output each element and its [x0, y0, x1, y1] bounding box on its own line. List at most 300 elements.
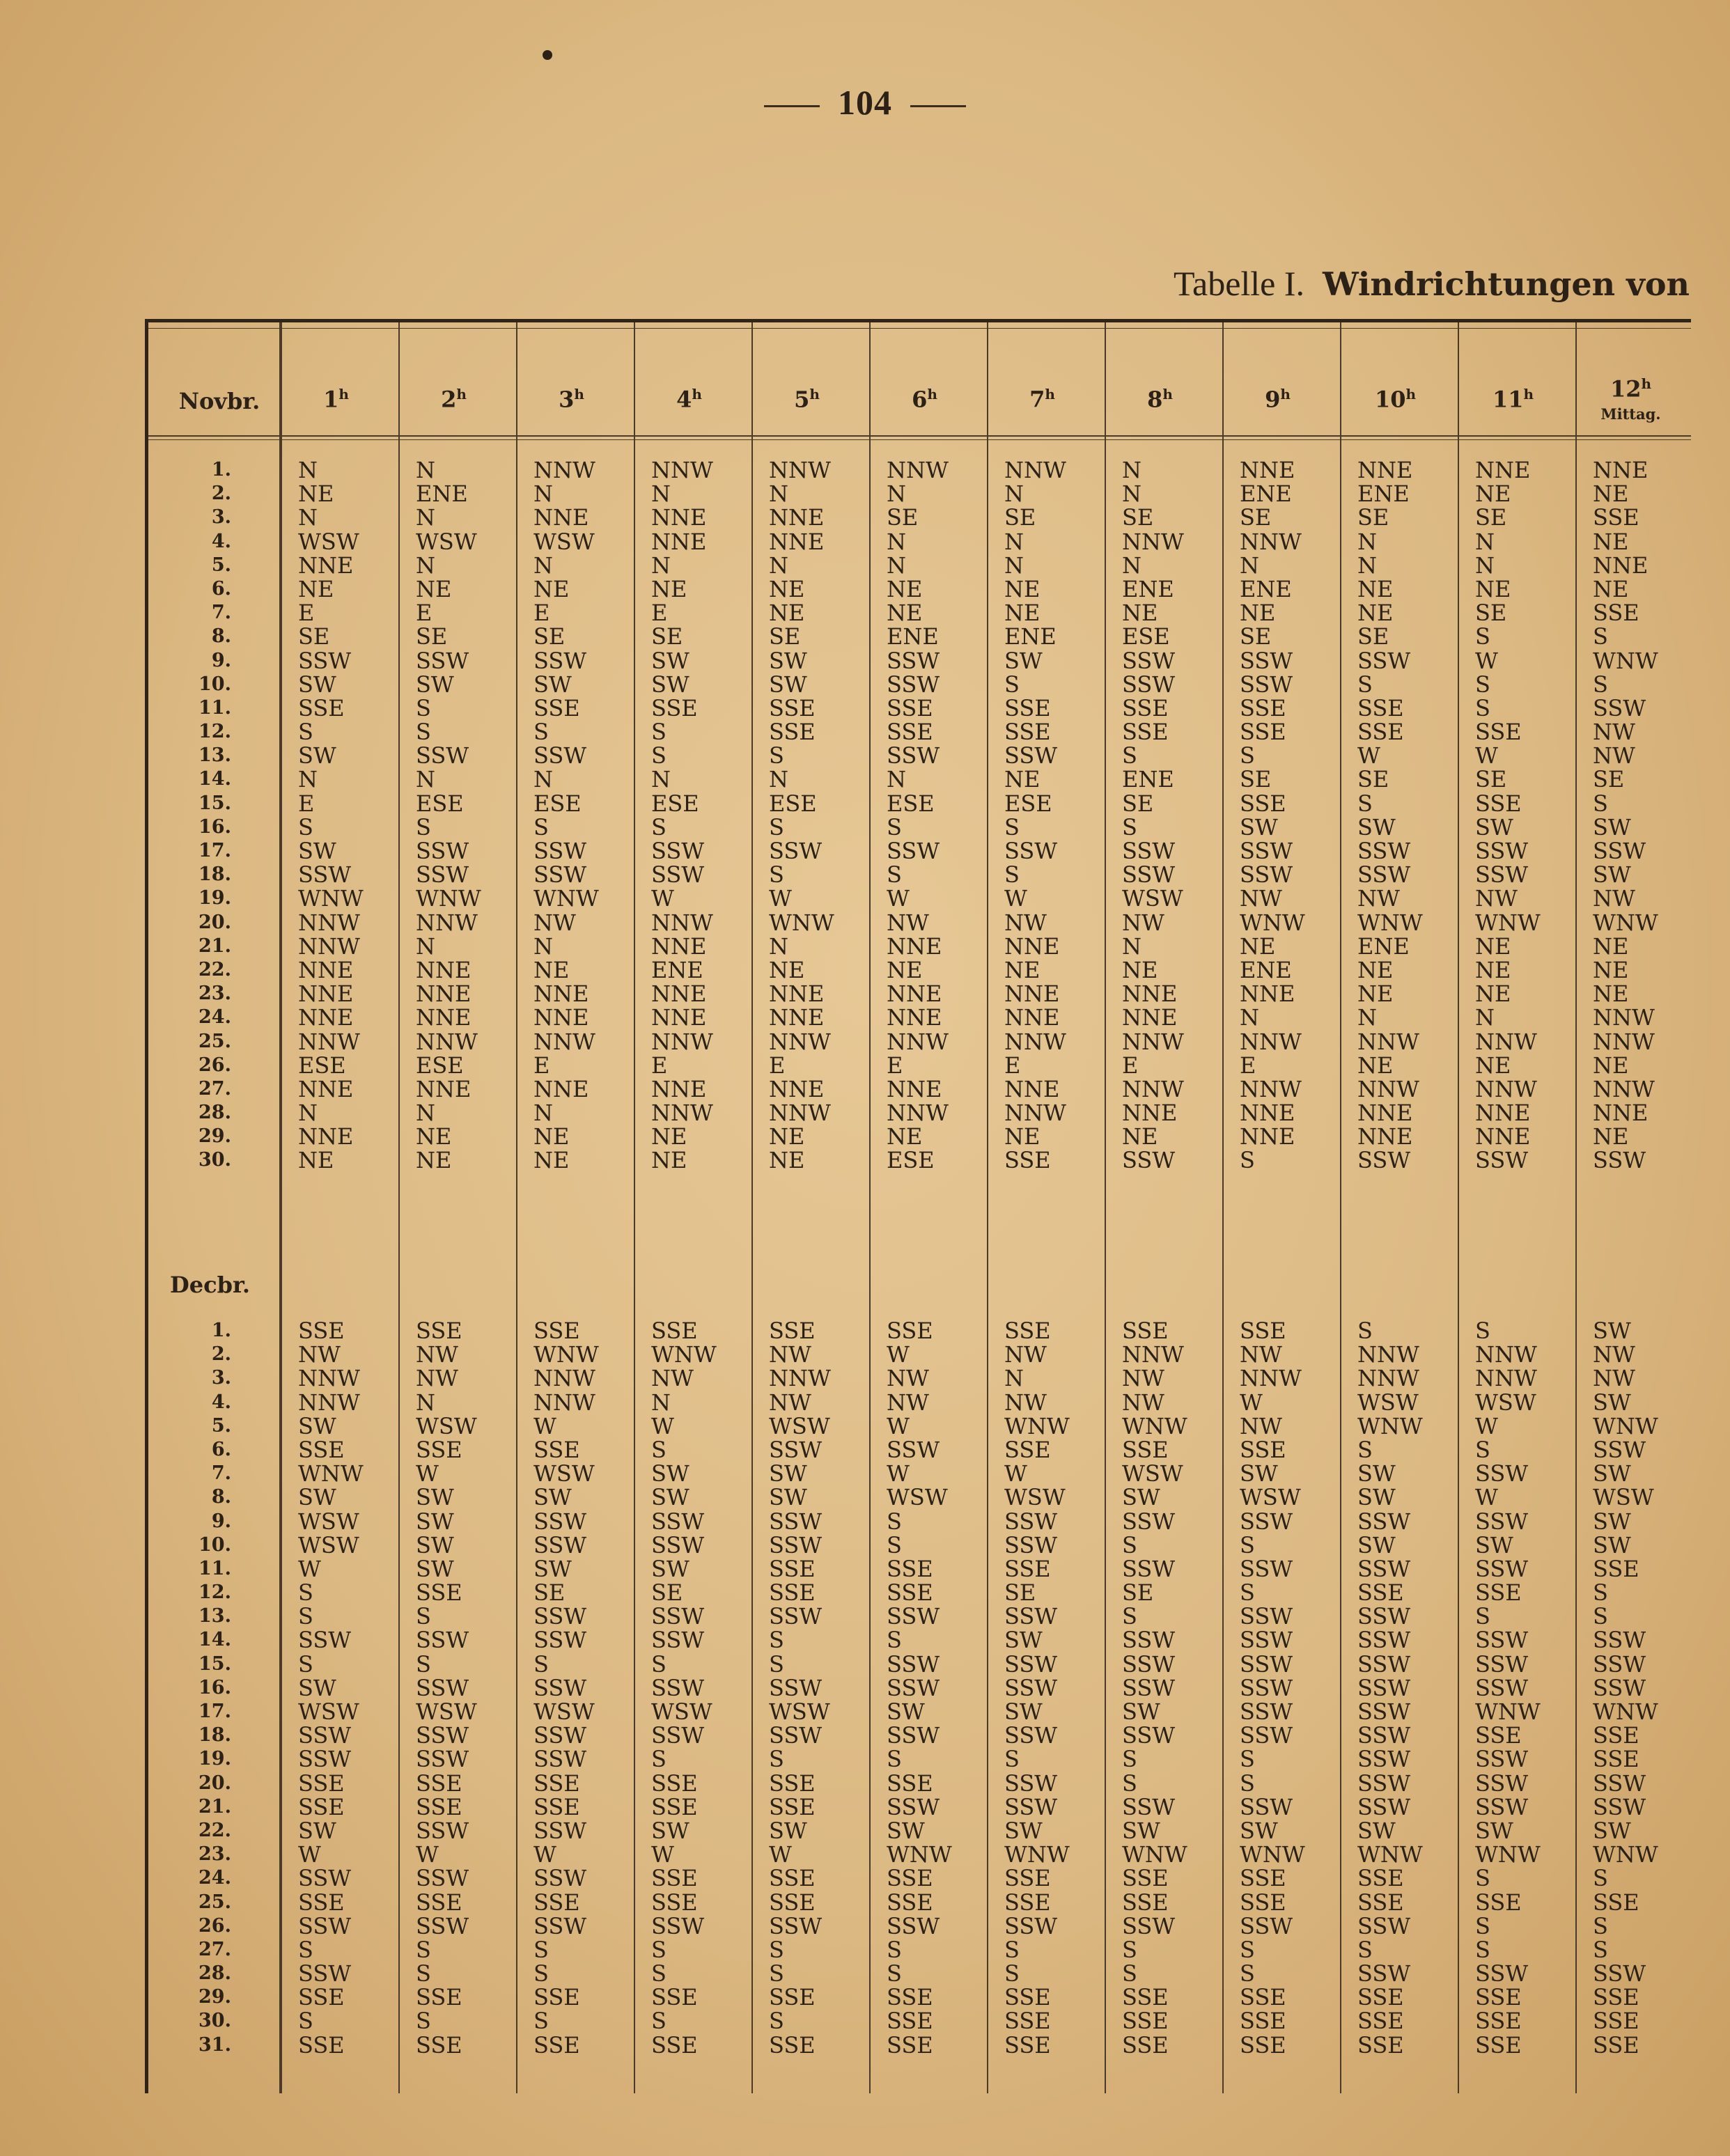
wind-cell: SW: [1593, 1460, 1631, 1487]
wind-cell: N: [769, 766, 788, 793]
wind-cell: SSW: [1240, 861, 1293, 889]
hour-header: [1337, 357, 1454, 441]
wind-cell: NE: [533, 956, 570, 983]
day-number: 4.: [211, 1391, 231, 1413]
day-number: 11.: [198, 1557, 231, 1579]
hour-label: [323, 386, 349, 413]
day-number: 24.: [198, 1867, 231, 1889]
wind-cell: WSW: [1475, 1389, 1536, 1416]
wind-cell: SSW: [1357, 1722, 1411, 1749]
wind-cell: NNW: [298, 1365, 360, 1392]
wind-cell: W: [1004, 885, 1027, 912]
wind-cell: S: [533, 2008, 549, 2035]
wind-cell: W: [769, 1841, 792, 1868]
wind-cell: SSW: [298, 861, 352, 889]
wind-cell: SSE: [1593, 1984, 1639, 2011]
wind-cell: NNW: [533, 1028, 595, 1055]
wind-cell: SW: [1240, 813, 1278, 841]
wind-cell: WNW: [1475, 909, 1541, 936]
wind-cell: W: [1004, 1460, 1027, 1487]
wind-cell: S: [416, 719, 431, 746]
wind-cell: S: [1004, 813, 1020, 841]
wind-cell: SSW: [1240, 1912, 1293, 1939]
wind-cell: N: [298, 766, 318, 793]
hour-label: [1493, 386, 1534, 413]
wind-cell: S: [1122, 1531, 1137, 1559]
wind-cell: NW: [887, 909, 929, 936]
wind-cell: N: [298, 457, 318, 483]
day-number: 26.: [198, 1054, 231, 1076]
wind-cell: SSW: [533, 838, 587, 864]
wind-cell: SSW: [1004, 1722, 1058, 1749]
wind-cell: NNE: [1240, 981, 1295, 1008]
dash-left: [764, 105, 820, 107]
wind-cell: S: [298, 813, 313, 841]
wind-cell: SSE: [416, 1318, 462, 1344]
wind-cell: WNW: [1004, 1412, 1070, 1439]
hour-suffix: h: [809, 385, 820, 403]
wind-cell: NW: [769, 1389, 811, 1416]
wind-cell: NW: [1122, 1389, 1164, 1416]
wind-cell: N: [1004, 552, 1024, 579]
hour-column: [1004, 1319, 1070, 2057]
hour-number: 5: [794, 386, 810, 413]
wind-cell: S: [1593, 790, 1608, 817]
day-number: 8.: [211, 625, 231, 648]
wind-cell: S: [1240, 1936, 1255, 1963]
wind-cell: S: [1475, 1936, 1490, 1963]
wind-cell: SSE: [1240, 694, 1286, 721]
wind-cell: SW: [651, 1817, 689, 1844]
wind-cell: S: [1122, 1746, 1137, 1773]
wind-cell: N: [769, 552, 788, 579]
wind-cell: SSW: [1004, 1793, 1058, 1820]
wind-cell: NNE: [651, 528, 707, 555]
wind-cell: SSE: [887, 719, 933, 746]
wind-cell: WSW: [533, 528, 595, 555]
wind-cell: SSW: [1357, 1603, 1411, 1630]
wind-cell: NE: [1122, 1123, 1158, 1150]
wind-cell: SSW: [1122, 1793, 1176, 1820]
wind-cell: NW: [887, 1365, 929, 1392]
wind-cell: NNW: [1004, 1100, 1066, 1127]
wind-cell: NNE: [416, 1075, 472, 1102]
wind-cell: SSW: [651, 1627, 705, 1654]
wind-cell: NNE: [1004, 981, 1060, 1008]
wind-cell: N: [1357, 1004, 1377, 1031]
wind-cell: SE: [1240, 766, 1272, 793]
wind-cell: SW: [769, 671, 807, 698]
wind-cell: N: [416, 766, 435, 793]
wind-cell: SSW: [1593, 1960, 1646, 1987]
wind-cell: SSE: [887, 1318, 933, 1344]
wind-cell: ENE: [1240, 956, 1292, 983]
wind-cell: SSW: [533, 1627, 587, 1654]
wind-cell: SSE: [416, 1770, 462, 1797]
hour-suffix: h: [338, 385, 349, 403]
wind-cell: NE: [1004, 1123, 1041, 1150]
wind-cell: NW: [1593, 885, 1635, 912]
wind-cell: N: [1122, 552, 1141, 579]
wind-cell: SW: [1004, 1817, 1043, 1844]
day-number: 21.: [198, 935, 231, 957]
wind-cell: SSW: [1357, 1674, 1411, 1701]
wind-cell: S: [651, 1436, 667, 1463]
wind-cell: NW: [298, 1341, 341, 1368]
ink-dot: [543, 50, 552, 60]
wind-cell: SSE: [298, 1436, 345, 1463]
day-number: 31.: [198, 2033, 231, 2056]
wind-cell: SSE: [1357, 1865, 1404, 1892]
wind-cell: SSE: [1122, 719, 1169, 746]
hour-column: [651, 1319, 717, 2057]
wind-cell: SSE: [1475, 1722, 1522, 1749]
hour-column: [1240, 1319, 1305, 2057]
wind-cell: WNW: [1122, 1412, 1187, 1439]
wind-cell: NE: [651, 575, 687, 602]
wind-cell: SSW: [1122, 1627, 1176, 1654]
hour-column: [298, 1319, 364, 2057]
hour-column: [769, 458, 834, 1173]
wind-cell: SSW: [416, 1746, 469, 1773]
day-number: 15.: [198, 1653, 231, 1675]
wind-cell: SSW: [651, 1531, 705, 1559]
wind-cell: NE: [1122, 956, 1158, 983]
wind-cell: SE: [1004, 504, 1036, 531]
wind-cell: S: [769, 1746, 784, 1773]
wind-cell: SW: [1593, 813, 1631, 841]
wind-cell: S: [298, 1579, 313, 1607]
wind-cell: W: [298, 1841, 321, 1868]
wind-cell: WSW: [298, 528, 359, 555]
wind-cell: SSE: [651, 1889, 698, 1916]
wind-cell: W: [887, 885, 910, 912]
wind-cell: SW: [533, 1555, 572, 1582]
wind-cell: ESE: [887, 1147, 935, 1174]
hour-number: 8: [1147, 386, 1163, 413]
wind-cell: WNW: [1004, 1841, 1070, 1868]
wind-cell: W: [533, 1412, 556, 1439]
wind-cell: SSE: [1004, 1147, 1051, 1174]
wind-cell: SSW: [1122, 1508, 1176, 1535]
wind-cell: NNW: [769, 1365, 831, 1392]
hour-column: [651, 458, 713, 1173]
day-number: 17.: [198, 1701, 231, 1722]
wind-cell: NE: [651, 1123, 687, 1150]
wind-cell: SSE: [769, 1318, 816, 1344]
wind-cell: SSE: [416, 1984, 462, 2011]
wind-cell: SW: [887, 1817, 925, 1844]
wind-cell: W: [1475, 647, 1498, 674]
wind-cell: SSE: [533, 1984, 580, 2011]
wind-cell: SE: [1240, 623, 1272, 650]
wind-cell: SSE: [1240, 2031, 1286, 2059]
wind-cell: NE: [1475, 932, 1511, 960]
wind-cell: NW: [1004, 1389, 1047, 1416]
wind-cell: NE: [769, 1147, 805, 1174]
day-number: 23.: [198, 983, 231, 1005]
wind-cell: SSE: [1122, 1984, 1169, 2011]
wind-cell: SSW: [1475, 838, 1529, 864]
wind-cell: ESE: [416, 1052, 464, 1079]
wind-cell: NE: [1593, 528, 1629, 555]
wind-cell: N: [887, 766, 906, 793]
wind-cell: WSW: [651, 1698, 712, 1725]
hour-suffix: h: [456, 385, 467, 403]
wind-cell: SSW: [1593, 1436, 1646, 1463]
wind-cell: SSW: [1593, 1147, 1646, 1174]
wind-cell: N: [533, 481, 553, 508]
wind-cell: SSW: [416, 742, 469, 770]
wind-cell: S: [533, 1650, 549, 1678]
hour-number: 7: [1029, 386, 1045, 413]
wind-cell: SW: [1240, 1817, 1278, 1844]
wind-cell: NE: [1593, 1123, 1629, 1150]
wind-cell: N: [533, 766, 553, 793]
wind-cell: S: [651, 719, 667, 746]
wind-cell: SE: [1593, 766, 1625, 793]
wind-cell: SW: [769, 1817, 807, 1844]
wind-cell: SSW: [416, 1627, 469, 1654]
wind-cell: NNE: [1240, 1100, 1295, 1127]
wind-cell: SSE: [298, 1889, 345, 1916]
wind-cell: S: [887, 1746, 902, 1773]
hour-header: [277, 357, 395, 441]
day-number: 27.: [198, 1938, 231, 1960]
wind-cell: SSE: [1004, 1555, 1051, 1582]
wind-cell: SW: [298, 838, 336, 864]
wind-cell: SSW: [1357, 861, 1411, 889]
wind-cell: N: [416, 932, 435, 960]
wind-cell: NNE: [769, 1004, 825, 1031]
wind-cell: NE: [1357, 575, 1394, 602]
wind-cell: SW: [298, 671, 336, 698]
wind-cell: SSW: [1357, 1627, 1411, 1654]
wind-cell: SE: [1475, 766, 1507, 793]
hour-header: [395, 357, 513, 441]
wind-cell: SSE: [1357, 719, 1404, 746]
wind-cell: SSW: [1593, 1627, 1646, 1654]
wind-cell: WSW: [298, 1531, 359, 1559]
wind-cell: SSE: [1240, 1318, 1286, 1344]
wind-cell: SW: [416, 1484, 454, 1511]
wind-cell: NNW: [298, 909, 360, 936]
wind-cell: SSW: [1475, 1650, 1529, 1678]
wind-cell: W: [298, 1555, 321, 1582]
hour-header: [748, 357, 866, 441]
wind-cell: SW: [887, 1698, 925, 1725]
month-label-decbr: Decbr.: [170, 1272, 251, 1298]
wind-cell: SSE: [1357, 1889, 1404, 1916]
wind-cell: S: [1475, 1865, 1490, 1892]
wind-cell: SSE: [298, 694, 345, 721]
wind-cell: S: [1122, 813, 1137, 841]
wind-cell: W: [887, 1460, 910, 1487]
wind-cell: SW: [416, 1508, 454, 1535]
hour-suffix: h: [1162, 385, 1173, 403]
wind-cell: SSE: [1475, 1984, 1522, 2011]
wind-cell: WNW: [1122, 1841, 1187, 1868]
day-number: 27.: [198, 1077, 231, 1100]
wind-cell: SSE: [1004, 1318, 1051, 1344]
wind-cell: SSW: [1475, 1793, 1529, 1820]
wind-cell: SSE: [887, 1889, 933, 1916]
wind-cell: S: [1240, 1960, 1255, 1987]
wind-cell: NE: [533, 575, 570, 602]
wind-cell: NNE: [1122, 1100, 1178, 1127]
wind-cell: NNE: [1004, 1004, 1060, 1031]
wind-cell: SSW: [1357, 1770, 1411, 1797]
wind-cell: S: [769, 742, 784, 770]
hour-suffix: h: [692, 385, 702, 403]
wind-cell: SSW: [298, 647, 352, 674]
hour-column: [1004, 458, 1066, 1173]
wind-cell: NE: [1475, 1052, 1511, 1079]
wind-cell: WSW: [533, 1698, 595, 1725]
wind-cell: SSW: [769, 1603, 823, 1630]
wind-cell: E: [769, 1052, 786, 1079]
wind-cell: SSE: [1593, 600, 1639, 627]
wind-cell: SSW: [1240, 647, 1293, 674]
wind-cell: E: [1122, 1052, 1139, 1079]
day-number: 12.: [198, 1581, 231, 1604]
wind-cell: NNE: [769, 504, 825, 531]
wind-cell: SW: [1357, 1484, 1396, 1511]
wind-cell: WSW: [533, 1460, 595, 1487]
wind-cell: SSW: [887, 1436, 940, 1463]
wind-cell: SW: [651, 1484, 689, 1511]
wind-cell: S: [1475, 1603, 1490, 1630]
wind-cell: NNW: [416, 1028, 478, 1055]
wind-cell: NE: [533, 1147, 570, 1174]
wind-cell: SSE: [1240, 1984, 1286, 2011]
wind-cell: WNW: [1357, 1841, 1423, 1868]
day-number: 30.: [198, 1149, 231, 1171]
day-list: [164, 1319, 231, 2057]
wind-cell: S: [1593, 1579, 1608, 1607]
wind-cell: SSW: [533, 1674, 587, 1701]
day-number: 6.: [211, 1438, 231, 1460]
wind-cell: SSE: [887, 1984, 933, 2011]
wind-cell: SSW: [1004, 838, 1058, 864]
wind-cell: NNW: [1240, 528, 1302, 555]
wind-cell: SSW: [416, 838, 469, 864]
wind-cell: SSW: [1240, 1555, 1293, 1582]
wind-cell: WSW: [416, 528, 477, 555]
hour-number: 9: [1265, 386, 1281, 413]
wind-cell: ESE: [769, 790, 817, 817]
wind-cell: N: [651, 552, 671, 579]
wind-cell: N: [1004, 528, 1024, 555]
wind-cell: SE: [1240, 504, 1272, 531]
wind-cell: NE: [1593, 575, 1629, 602]
wind-cell: SSE: [1240, 1436, 1286, 1463]
wind-cell: SSE: [1475, 1889, 1522, 1916]
wind-cell: N: [533, 1100, 553, 1127]
wind-cell: S: [769, 1650, 784, 1678]
wind-cell: NNE: [1240, 1123, 1295, 1150]
wind-cell: SSE: [1593, 2008, 1639, 2035]
wind-cell: NE: [416, 575, 452, 602]
wind-cell: NNE: [1004, 932, 1060, 960]
wind-cell: SW: [769, 1484, 807, 1511]
hour-column: [1122, 1319, 1187, 2057]
wind-cell: ESE: [651, 790, 699, 817]
hour-header: [1101, 357, 1219, 441]
wind-cell: WNW: [1475, 1698, 1541, 1725]
wind-cell: NE: [416, 1123, 452, 1150]
day-number: 9.: [211, 649, 231, 671]
wind-cell: NNW: [1475, 1365, 1537, 1392]
wind-cell: NE: [887, 600, 923, 627]
hour-column: [533, 458, 599, 1173]
wind-cell: E: [416, 600, 432, 627]
day-number: 9.: [211, 1510, 231, 1532]
wind-cell: SSE: [1240, 1889, 1286, 1916]
wind-cell: NNE: [533, 1004, 589, 1031]
wind-cell: SSW: [1593, 694, 1646, 721]
wind-cell: NNW: [887, 457, 949, 483]
wind-cell: SSE: [416, 1793, 462, 1820]
wind-cell: SSE: [1475, 2031, 1522, 2059]
wind-cell: NE: [1357, 956, 1394, 983]
wind-cell: SSW: [1240, 1793, 1293, 1820]
wind-cell: NE: [1475, 981, 1511, 1008]
wind-cell: S: [1122, 1936, 1137, 1963]
hour-header: [1219, 357, 1337, 441]
wind-cell: ESE: [887, 790, 935, 817]
hour-column: [1357, 1319, 1423, 2057]
day-number: 28.: [198, 1102, 231, 1124]
wind-cell: S: [416, 1936, 431, 1963]
wind-cell: SW: [769, 1460, 807, 1487]
wind-cell: SSE: [651, 1984, 698, 2011]
wind-cell: SSE: [533, 694, 580, 721]
wind-cell: SSE: [1475, 719, 1522, 746]
wind-cell: N: [416, 504, 435, 531]
wind-cell: SSW: [1357, 1960, 1411, 1987]
wind-cell: S: [298, 1603, 313, 1630]
wind-cell: WSW: [1240, 1484, 1301, 1511]
wind-cell: N: [298, 1100, 318, 1127]
wind-cell: S: [887, 1508, 902, 1535]
wind-cell: SSE: [887, 694, 933, 721]
wind-cell: NNE: [769, 1075, 825, 1102]
wind-cell: NW: [1357, 885, 1400, 912]
wind-cell: NNW: [416, 909, 478, 936]
wind-cell: NNW: [651, 1100, 713, 1127]
hour-number: 2: [441, 386, 457, 413]
day-number: 12.: [198, 721, 231, 743]
wind-cell: SW: [651, 1460, 689, 1487]
wind-cell: W: [651, 1841, 674, 1868]
wind-cell: SSE: [1004, 694, 1051, 721]
wind-cell: SSE: [1004, 2008, 1051, 2035]
wind-cell: SW: [651, 671, 689, 698]
wind-cell: NE: [887, 575, 923, 602]
wind-cell: SW: [1122, 1698, 1160, 1725]
day-number: 1.: [211, 459, 231, 481]
wind-cell: S: [1004, 1960, 1020, 1987]
wind-cell: NNW: [651, 457, 713, 483]
wind-cell: S: [769, 2008, 784, 2035]
wind-cell: NNE: [887, 1004, 942, 1031]
wind-cell: SW: [298, 1412, 336, 1439]
wind-cell: SE: [1004, 1579, 1036, 1607]
wind-cell: SSE: [1122, 2008, 1169, 2035]
wind-cell: NE: [887, 956, 923, 983]
wind-cell: SSW: [651, 1912, 705, 1939]
